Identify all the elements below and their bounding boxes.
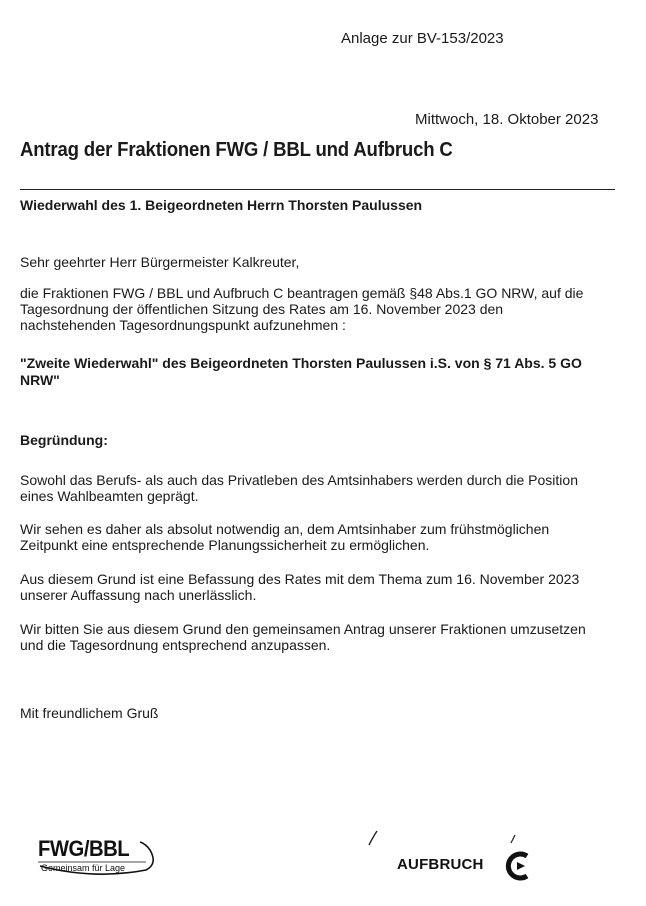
reason-heading: Begründung: [20,432,108,448]
letter-date: Mittwoch, 18. Oktober 2023 [415,111,599,128]
annex-reference: Anlage zur BV-153/2023 [341,30,504,47]
fwg-bbl-logo [34,836,158,882]
reason-paragraph [20,472,620,504]
paragraph-line: Aus diesem Grund ist eine Befassung des Rates mit dem Thema zum 16. November 2023 [20,571,580,587]
reason-paragraph [20,521,620,553]
paragraph-line: Sowohl das Berufs- als auch das Privatleben des Amtsinhabers werden durch die Position [20,472,578,488]
paragraph-line: und die Tagesordnung entsprechend anzupassen. [20,637,331,653]
signature-stroke-icon [508,834,518,844]
subject-line: Wiederwahl des 1. Beigeordneten Herrn Thorsten Paulussen [20,197,423,213]
request-line: die Fraktionen FWG / BBL und Aufbruch C beantragen gemäß §48 Abs.1 GO NRW, auf die [20,285,584,301]
agenda-line: "Zweite Wiederwahl" des Beigeordneten Thorsten Paulussen i.S. von § 71 Abs. 5 GO [20,355,582,371]
paragraph-line: eines Wahlbeamten geprägt. [20,488,199,504]
document-title: Antrag der Fraktionen FWG / BBL und Aufbruch C [20,139,453,161]
reason-paragraph [20,621,620,653]
paragraph-line: Wir bitten Sie aus diesem Grund den gemeinsamen Antrag unserer Fraktionen umzusetzen [20,621,586,637]
signature-stroke-icon [366,829,380,847]
fwg-logo-text: FWG/BBL [38,836,130,861]
fwg-logo-tagline: Gemeinsam für Lage [41,863,126,873]
salutation: Sehr geehrter Herr Bürgermeister Kalkreuter, [20,254,300,270]
agenda-item [20,355,620,389]
reason-paragraph [20,571,620,603]
request-line: Tagesordnung der öffentlichen Sitzung des Rates am 16. November 2023 den [20,301,504,317]
aufbruch-logo-text: AUFBRUCH [397,856,484,873]
title-divider [20,189,615,190]
request-paragraph [20,285,620,333]
paragraph-line: unserer Auffassung nach unerlässlich. [20,587,257,603]
request-line: nachstehenden Tagesordnungspunkt aufzunehmen : [20,317,346,333]
aufbruch-c-mark-icon [503,850,533,882]
aufbruch-c-logo [397,850,537,882]
agenda-line: NRW" [20,372,60,388]
closing-greeting: Mit freundlichem Gruß [20,705,159,721]
paragraph-line: Zeitpunkt eine entsprechende Planungssicherheit zu ermöglichen. [20,537,430,553]
paragraph-line: Wir sehen es daher als absolut notwendig an, dem Amtsinhaber zum frühstmöglichen [20,521,550,537]
